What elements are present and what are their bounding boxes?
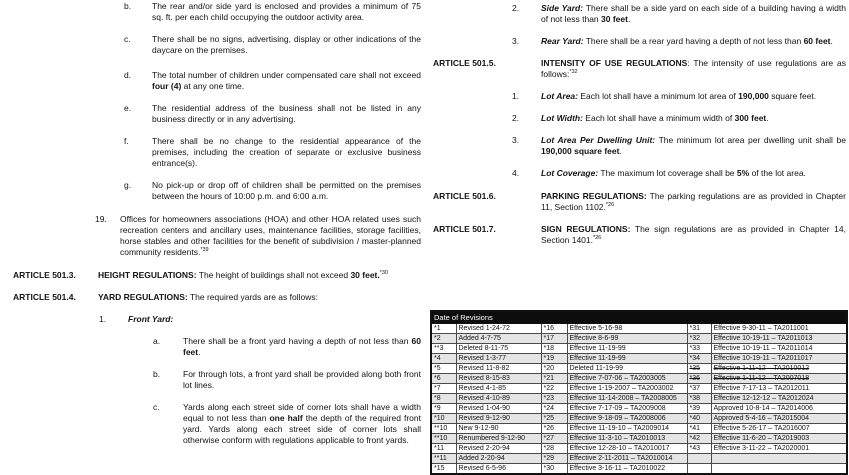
article-number: ARTICLE 501.4.: [13, 292, 76, 302]
revision-entry: Effective 7-17-09 – TA2009008: [567, 404, 687, 414]
text-run: the depth of the required front yard. Yards along each street side of corner lots shall otherwise conform with regulations applicable to front yards.: [183, 413, 421, 445]
item-number: 19.: [95, 214, 107, 224]
revision-ref: *2: [431, 334, 456, 344]
revision-entry: Effective 3-11-22 – TA2020001: [711, 444, 847, 454]
item-text: [183, 402, 421, 446]
revision-ref: *11: [431, 444, 456, 454]
text-run: Rear Yard:: [541, 36, 584, 46]
revision-ref: *38: [687, 394, 711, 404]
list-item-lot-area: [512, 91, 846, 102]
table-row: [431, 324, 847, 334]
revision-ref: *32: [687, 334, 711, 344]
sub-item-b: [153, 369, 421, 391]
item-text: [128, 314, 421, 325]
revision-ref: [687, 464, 711, 475]
text-run: Front Yard:: [128, 314, 174, 324]
table-row: [431, 344, 847, 354]
article-number: ARTICLE 501.6.: [433, 191, 496, 201]
item-text: [152, 103, 421, 125]
revision-entry: Effective 7-17-13 – TA2012011: [711, 384, 847, 394]
revision-ref: *33: [687, 344, 711, 354]
left-column: [0, 1, 421, 457]
revision-entry: Revised 4-10-89: [456, 394, 541, 404]
list-item-19: [95, 214, 421, 258]
revision-ref: *26: [541, 424, 567, 434]
article-number: ARTICLE 501.3.: [13, 270, 76, 280]
revision-ref: *40: [687, 414, 711, 424]
text-run: 5%: [736, 168, 750, 178]
revision-entry: Effective 10-19-11 – TA2011014: [711, 344, 847, 354]
revision-ref: *43: [687, 444, 711, 454]
revision-entry: New 9-12-90: [456, 424, 541, 434]
revision-entry: Revised 8-15-83: [456, 374, 541, 384]
revision-entry: Added 2-20-94: [456, 454, 541, 464]
text-run: at any one time.: [181, 81, 245, 91]
revision-entry: Renumbered 9-12-90: [456, 434, 541, 444]
table-row: [431, 444, 847, 454]
revision-ref: *7: [431, 384, 456, 394]
revision-ref: *10: [431, 414, 456, 424]
text-run: The required yards are as follows:: [187, 292, 318, 302]
revision-entry: [711, 454, 847, 464]
article-501-5: [433, 58, 846, 80]
revision-entry: Effective 11-19-99: [567, 354, 687, 364]
text-run: There shall be a side yard on each side of a building having a width of not less than: [541, 3, 847, 24]
list-item-d: [124, 70, 421, 92]
revision-entry: Effective 11-19-10 – TA2009014: [567, 424, 687, 434]
text-run: The residential address of the business shall not be listed in any business directly or in any advertising.: [152, 103, 421, 124]
revision-ref: *24: [541, 404, 567, 414]
text-run: .: [766, 113, 769, 123]
revision-entry: Effective 10-19-11 – TA2011013: [711, 334, 847, 344]
item-number: 4.: [512, 168, 520, 178]
text-run: 60 feet: [183, 336, 421, 357]
list-item-rear-yard: [512, 36, 846, 47]
revision-entry: Revised 11-8-82: [456, 364, 541, 374]
revision-entry: Effective 2-11-2011 – TA2010014: [567, 454, 687, 464]
revision-ref: *20: [541, 364, 567, 374]
item-text: [152, 34, 421, 56]
item-text: [541, 91, 846, 102]
text-run: HEIGHT REGULATIONS:: [98, 270, 197, 280]
revision-ref: *35: [687, 364, 711, 374]
revision-entry: Effective 7-07-06 – TA2003005: [567, 374, 687, 384]
text-run: *32: [569, 69, 578, 76]
text-run: 300 feet: [734, 113, 767, 123]
revision-ref: **10: [431, 424, 456, 434]
revision-ref: *39: [687, 404, 711, 414]
article-text: [98, 292, 421, 303]
table-row: [431, 384, 847, 394]
table-row: [431, 394, 847, 404]
text-run: PARKING REGULATIONS:: [541, 191, 647, 201]
revision-entry: Deleted 11-19-99: [567, 364, 687, 374]
text-run: The sign regulations are as provided in Chapter 14, Section 1401.: [541, 224, 846, 245]
table-row: [431, 414, 847, 424]
revision-ref: *8: [431, 394, 456, 404]
revision-entry: Revised 1-24-72: [456, 324, 541, 334]
sub-item-c: [153, 402, 421, 446]
list-item-e: [124, 103, 421, 125]
revision-entry: Revised 1-04-90: [456, 404, 541, 414]
item-text: [541, 113, 846, 124]
revision-ref: *28: [541, 444, 567, 454]
item-letter: g.: [124, 180, 132, 190]
list-item-b: [124, 1, 421, 23]
text-run: .: [830, 36, 833, 46]
revision-ref: *30: [541, 464, 567, 475]
table-title: Date of Revisions: [431, 311, 847, 324]
item-text: [120, 214, 421, 258]
revision-entry: Approved 5-4-16 – TA2015004: [711, 414, 847, 424]
item-text: [541, 168, 846, 179]
revision-entry: Effective 1-11-12 – TA2010012: [711, 364, 847, 374]
text-run: *26: [592, 235, 602, 242]
text-run: .: [198, 347, 201, 357]
revision-entry: Effective 11-14-2008 – TA2008005: [567, 394, 687, 404]
text-run: There shall be no change to the residential appearance of the premises, including the creation of separate or exclusive business entrance(s).: [152, 136, 421, 168]
item-number: 3.: [512, 36, 520, 46]
revision-entry: Effective 5-16-98: [567, 324, 687, 334]
article-501-4: [13, 292, 421, 303]
article-text: [541, 224, 846, 246]
revision-ref: *21: [541, 374, 567, 384]
text-run: Each lot shall have a minimum lot area of: [578, 91, 739, 101]
table-row: [431, 404, 847, 414]
list-item-f: [124, 136, 421, 169]
revision-ref: *23: [541, 394, 567, 404]
item-text: [541, 3, 846, 25]
revision-entry: Approved 10-8-14 – TA2014006: [711, 404, 847, 414]
text-run: 30 feet: [601, 14, 628, 24]
item-text: [152, 180, 421, 202]
revision-ref: *4: [431, 354, 456, 364]
revision-ref: *27: [541, 434, 567, 444]
article-501-3: [13, 270, 421, 281]
revision-ref: *37: [687, 384, 711, 394]
revision-ref: *41: [687, 424, 711, 434]
revision-ref: *36: [687, 374, 711, 384]
revision-ref: *42: [687, 434, 711, 444]
text-run: 190,000 square feet: [541, 146, 620, 156]
revision-entry: Revised 2-20-94: [456, 444, 541, 454]
text-run: of the lot area.: [749, 168, 806, 178]
revision-ref: *17: [541, 334, 567, 344]
item-text: [152, 70, 421, 92]
item-text: [541, 135, 846, 157]
article-text: [541, 58, 846, 80]
text-run: *26: [605, 202, 615, 209]
revision-ref: *18: [541, 344, 567, 354]
text-run: The rear and/or side yard is enclosed and provides a minimum of 75 sq. ft. per each child occupying the outdoor activity area.: [152, 1, 421, 22]
text-run: square feet.: [768, 91, 817, 101]
text-run: 60 feet: [803, 36, 831, 46]
table-row: [431, 454, 847, 464]
list-item-lot-width: [512, 113, 846, 124]
revision-ref: *22: [541, 384, 567, 394]
revision-entry: [711, 464, 847, 475]
revision-entry: Effective 10-19-11 – TA2011017: [711, 354, 847, 364]
text-run: Lot Width:: [541, 113, 583, 123]
text-run: one half: [269, 413, 303, 423]
text-run: There shall be no signs, advertising, display or other indications of the daycare on the premises.: [152, 34, 421, 55]
text-run: Lot Area:: [541, 91, 578, 101]
text-run: 30 feet.: [350, 270, 380, 280]
text-run: There shall be a front yard having a depth of not less than: [183, 336, 412, 346]
revision-entry: Revised 9-12-90: [456, 414, 541, 424]
item-number: 1.: [99, 314, 107, 324]
revision-entry: Effective 9-18-09 – TA2008006: [567, 414, 687, 424]
item-number: 3.: [512, 135, 520, 145]
text-run: .: [627, 14, 631, 24]
item-letter: b.: [153, 369, 161, 379]
right-column: [425, 3, 846, 257]
item-letter: c.: [124, 34, 131, 44]
text-run: For through lots, a front yard shall be provided along both front lot lines.: [183, 369, 421, 390]
revision-ref: *25: [541, 414, 567, 424]
item-letter: b.: [124, 1, 132, 11]
revision-entry: Deleted 8-11-75: [456, 344, 541, 354]
text-run: Offices for homeowners associations (HOA) and other HOA related uses such recreation centers and ancillary uses, maintenance facilities, storage facilities, horse stables and other facilities for the benefit of subdivision / master-planned community residents.: [120, 214, 421, 257]
item-letter: a.: [153, 336, 161, 346]
list-item-g: [124, 180, 421, 202]
article-501-7: [433, 224, 846, 246]
revision-ref: **3: [431, 344, 456, 354]
text-run: Lot Coverage:: [541, 168, 599, 178]
table-row: [431, 464, 847, 475]
revision-ref: **10: [431, 434, 456, 444]
revision-entry: Effective 11-3-10 – TA2010013: [567, 434, 687, 444]
text-run: There shall be a rear yard having a depth of not less than: [583, 36, 804, 46]
article-501-6: [433, 191, 846, 213]
text-run: The maximum lot coverage shall be: [598, 168, 737, 178]
sub-item-a: [153, 336, 421, 358]
table-row: [431, 354, 847, 364]
text-run: The total number of children under compensated care shall not exceed: [152, 70, 421, 80]
text-run: SIGN REGULATIONS:: [541, 224, 631, 234]
text-run: 190,000: [738, 91, 769, 101]
item-letter: f.: [124, 136, 129, 146]
text-run: *39: [200, 247, 209, 254]
revision-entry: Effective 8-6-99: [567, 334, 687, 344]
item-letter: c.: [153, 402, 160, 412]
revision-entry: Effective 12-28-10 – TA2010017: [567, 444, 687, 454]
revision-ref: *19: [541, 354, 567, 364]
text-run: The height of buildings shall not exceed: [196, 270, 351, 280]
list-item-front-yard: [99, 314, 421, 325]
revision-entry: Effective 12-12-12 – TA2012024: [711, 394, 847, 404]
revision-ref: *9: [431, 404, 456, 414]
text-run: Each lot shall have a minimum width of: [582, 113, 735, 123]
item-letter: d.: [124, 70, 132, 80]
list-item-lot-coverage: [512, 168, 846, 179]
revision-entry: Revised 4-1-85: [456, 384, 541, 394]
revision-entry: Revised 1-3-77: [456, 354, 541, 364]
revision-entry: Effective 11-6-20 – TA2019003: [711, 434, 847, 444]
revision-ref: *29: [541, 454, 567, 464]
revision-ref: *34: [687, 354, 711, 364]
list-item-c: [124, 34, 421, 56]
item-text: [152, 1, 421, 23]
revision-entry: Effective 1-19-2007 – TA2003002: [567, 384, 687, 394]
revision-entry: Effective 11-19-99: [567, 344, 687, 354]
table-row: [431, 364, 847, 374]
text-run: INTENSITY OF USE REGULATIONS: [541, 58, 688, 68]
revision-entry: Revised 6-5-96: [456, 464, 541, 475]
text-run: Side Yard:: [541, 3, 584, 13]
item-text: [152, 136, 421, 169]
article-number: ARTICLE 501.7.: [433, 224, 496, 234]
text-run: Lot Area Per Dwelling Unit:: [541, 135, 656, 145]
list-item-lot-area-per-dwelling: [512, 135, 846, 157]
text-run: .: [619, 146, 622, 156]
revision-ref: *15: [431, 464, 456, 475]
item-number: 2.: [512, 3, 520, 13]
revision-entry: Effective 1-11-12 – TA2007018: [711, 374, 847, 384]
text-run: : The intensity of use regulations are as follows:: [541, 58, 846, 79]
item-letter: e.: [124, 103, 132, 113]
table-header-row: [431, 311, 847, 324]
revision-ref: *31: [687, 324, 711, 334]
table-row: [431, 334, 847, 344]
revision-entry: Effective 5-26-17 – TA2016007: [711, 424, 847, 434]
text-run: YARD REGULATIONS:: [98, 292, 188, 302]
text-run: Yards along each street side of corner lots shall have a width equal to not less than: [183, 402, 421, 423]
revision-ref: *16: [541, 324, 567, 334]
text-run: *30: [379, 270, 389, 277]
date-of-revisions-table: [430, 310, 848, 475]
revision-ref: **11: [431, 454, 456, 464]
revision-entry: Added 4-7-75: [456, 334, 541, 344]
article-text: [98, 270, 421, 281]
table-row: [431, 434, 847, 444]
revision-entry: Effective 3-16-11 – TA2010022: [567, 464, 687, 475]
revision-ref: *6: [431, 374, 456, 384]
text-run: four (4): [152, 81, 182, 91]
revision-ref: *1: [431, 324, 456, 334]
table-row: [431, 424, 847, 434]
revision-entry: Effective 9-30-11 – TA2011001: [711, 324, 847, 334]
revision-ref: *5: [431, 364, 456, 374]
article-number: ARTICLE 501.5.: [433, 58, 496, 68]
item-text: [183, 369, 421, 391]
item-text: [183, 336, 421, 358]
article-text: [541, 191, 846, 213]
revision-ref: [687, 454, 711, 464]
table-row: [431, 374, 847, 384]
revisions-table-body: [431, 311, 847, 474]
item-number: 2.: [512, 113, 520, 123]
text-run: No pick-up or drop off of children shall be permitted on the premises between the hours of 10:00 p.m. and 6:00 a.m.: [152, 180, 421, 201]
text-run: The parking regulations are as provided in Chapter 11, Section 1102.: [541, 191, 846, 212]
item-text: [541, 36, 846, 47]
text-run: The minimum lot area per dwelling unit shall be: [655, 135, 846, 145]
item-number: 1.: [512, 91, 520, 101]
list-item-side-yard: [512, 3, 846, 25]
